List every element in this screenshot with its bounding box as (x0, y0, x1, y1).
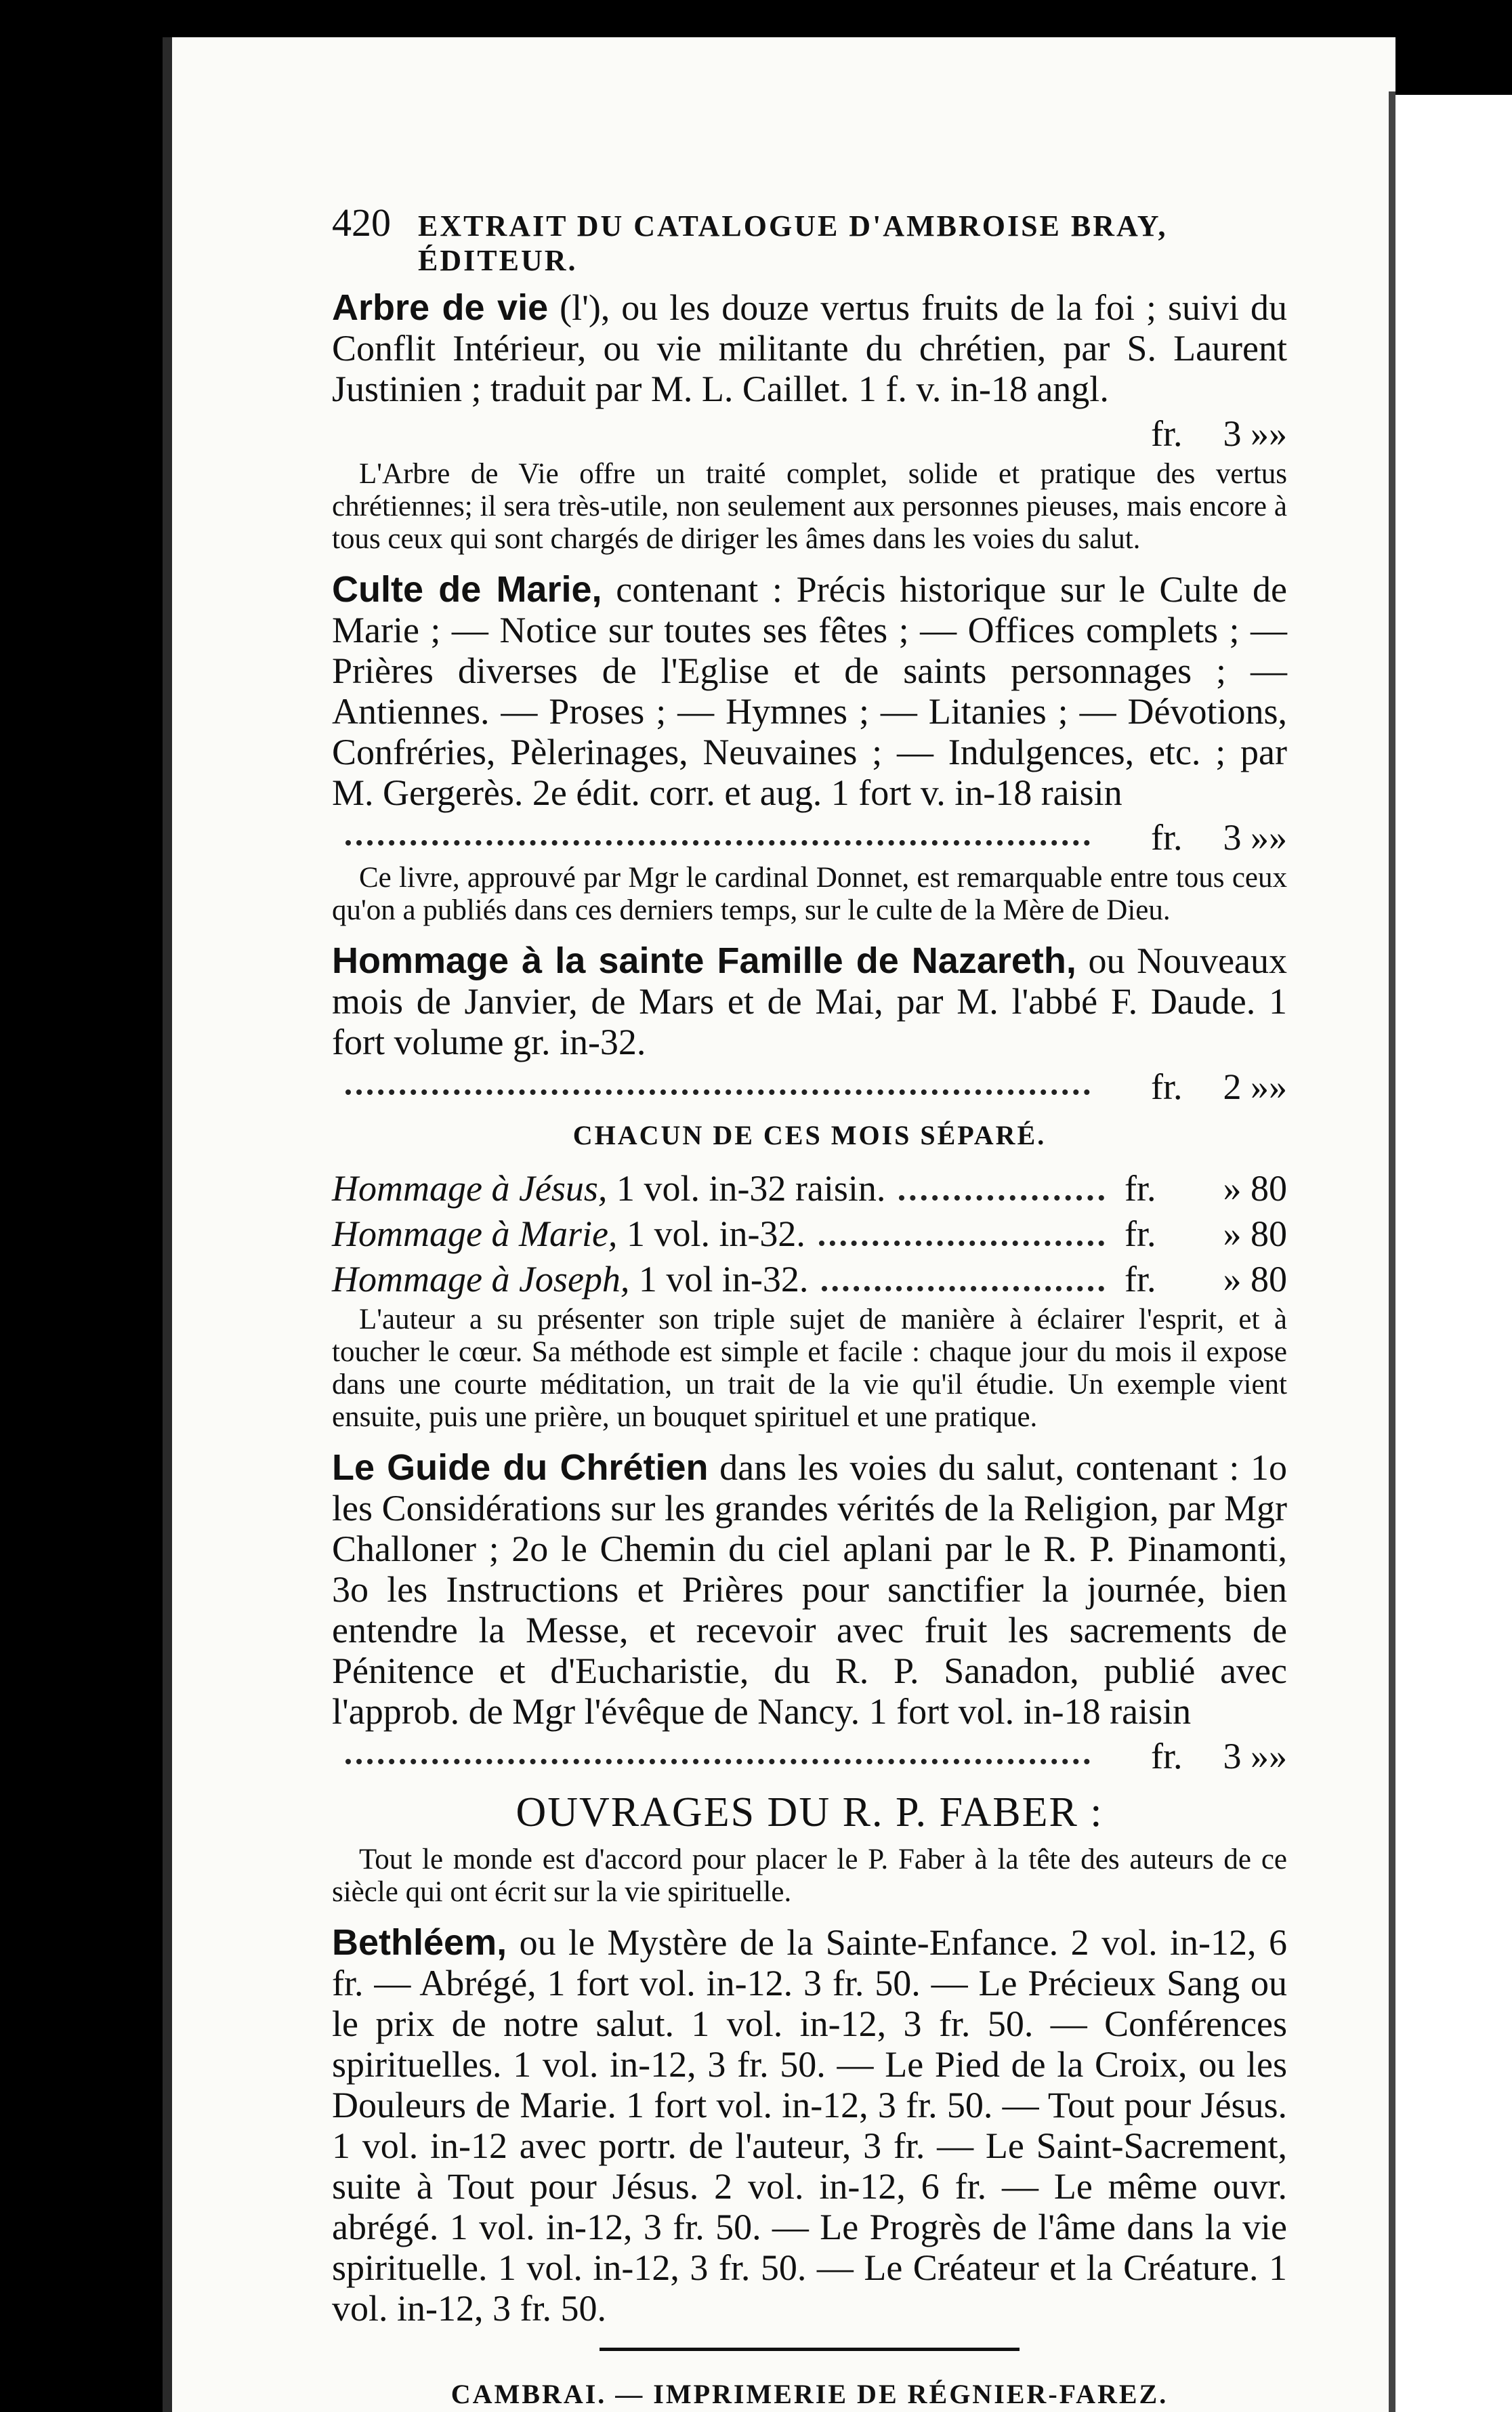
item-title: Hommage à Marie, (332, 1213, 618, 1254)
list-item (332, 1213, 1287, 1258)
separate-description: L'auteur a su présenter son triple sujet de manière à éclairer l'esprit, et à toucher le cœur. Sa méthode est simple et facile : chaque jour du mois il expose dans une courte méditation, un trait de la vie qu'il étudie. Un exemple vient ensuite, puis une prière, un bouquet spirituel et une pratique. (332, 1304, 1287, 1433)
adjacent-page-margin (1395, 95, 1512, 2412)
catalogue-entry (332, 940, 1287, 1062)
entry-price (332, 1066, 1287, 1107)
leader-dots (345, 1736, 1090, 1764)
entry-title: Arbre de vie (332, 287, 549, 328)
entry-title: Hommage à la sainte Famille de Nazareth, (332, 940, 1076, 981)
item-detail: 1 vol. in-32 raisin. (616, 1168, 886, 1209)
price-label: fr. (1125, 1259, 1156, 1299)
entry-description: L'Arbre de Vie offre un traité complet, solide et pratique des vertus chrétiennes; il sera très-utile, non seulement aux personnes pieuses, mais encore à tous ceux qui sont chargés de diriger les âmes dans les voies du salut. (332, 458, 1287, 555)
entry-text: (l'), ou les douze vertus fruits de la foi ; suivi du Conflit Intérieur, ou vie militante du chrétien, par S. Laurent Justinien ; traduit par M. L. Caillet. 1 f. v. in-18 angl. (332, 287, 1288, 409)
price-value: 3 »» (1223, 413, 1287, 454)
leader-dots (822, 1286, 1104, 1291)
entry-text: dans les voies du salut, contenant : 1o les Considérations sur les grandes vérités de la Religion, par Mgr Challoner ; 2o le Chemin du ciel aplani par le R. P. Pinamonti, 3o les Instructions et Prières pour sanctifier la journée, bien entendre la Messe, et recevoir avec fruit les sacrements de Pénitence et d'Eucharistie, du R. P. Sanadon, publié avec l'approb. de Mgr l'évêque de Nancy. 1 fort vol. in-18 raisin (332, 1447, 1288, 1732)
leader-dots (345, 817, 1090, 846)
entry-price (332, 817, 1287, 858)
entry-price (332, 1736, 1287, 1776)
item-title: Hommage à Jésus, (332, 1168, 608, 1209)
entry-text: ou Nouveaux mois de Janvier, de Mars et de Mai, par M. l'abbé F. Daude. 1 fort volume gr. in-32. (332, 940, 1288, 1062)
entry-price (332, 413, 1287, 454)
price-label: fr. (1151, 413, 1183, 454)
price-label: fr. (1125, 1213, 1156, 1254)
leader-dots (899, 1195, 1104, 1201)
catalogue-entry (332, 1922, 1287, 2329)
leader-dots (819, 1241, 1104, 1246)
price-value: 3 »» (1223, 1736, 1287, 1776)
leader-dots (345, 1066, 1090, 1095)
entry-description: Ce livre, approuvé par Mgr le cardinal Donnet, est remarquable entre tous ceux qu'on a publiés dans ces derniers temps, sur le culte de la Mère de Dieu. (332, 862, 1287, 926)
section-description: Tout le monde est d'accord pour placer le P. Faber à la tête des auteurs de ce siècle qui ont écrit sur la vie spirituelle. (332, 1844, 1287, 1908)
printer-footer: CAMBRAI. — IMPRIMERIE DE RÉGNIER-FAREZ. (450, 2379, 1169, 2409)
catalogue-page (163, 37, 1395, 2412)
price-label: fr. (1151, 817, 1183, 858)
price-label: fr. (1151, 1066, 1183, 1107)
list-item (332, 1258, 1287, 1304)
catalogue-entry (332, 287, 1287, 409)
price-value: 2 »» (1223, 1066, 1287, 1107)
entry-text: ou le Mystère de la Sainte-Enfance. 2 vol. in-12, 6 fr. — Abrégé, 1 fort vol. in-12. 3 fr. 50. — Le Précieux Sang ou le prix de notre salut. 1 vol. in-12, 3 fr. 50. — Conférences spirituelles. 1 vol. in-12, 3 fr. 50. — Le Pied de la Croix, ou les Douleurs de Marie. 1 fort vol. in-12, 3 fr. 50. — Tout pour Jésus. 1 vol. in-12 avec portr. de l'auteur, 3 fr. — Le Saint-Sacrement, suite à Tout pour Jésus. 2 vol. in-12, 6 fr. — Le même ouvr. abrégé. 1 vol. in-12, 3 fr. 50. — Le Progrès de l'âme dans la vie spirituelle. 1 vol. in-12, 3 fr. 50. — Le Créateur et la Créature. 1 vol. in-12, 3 fr. 50. (332, 1922, 1287, 2329)
page-edge (1389, 91, 1395, 2412)
price-value: » 80 (1223, 1168, 1287, 1209)
price-value: » 80 (1223, 1213, 1287, 1254)
page-number: 420 (332, 201, 391, 245)
item-detail: 1 vol. in-32. (626, 1213, 805, 1254)
section-title: OUVRAGES DU R. P. FABER : (516, 1789, 1104, 1835)
catalogue-entry (332, 569, 1287, 813)
entry-text: contenant : Précis historique sur le Culte de Marie ; — Notice sur toutes ses fêtes ; — Offices complets ; — Prières diverses de l'Eglise et de saints personnages ; — Antiennes. — Proses ; — Hymnes ; — Litanies ; — Dévotions, Confréries, Pèlerinages, Neuvaines ; — Indulgences, etc. ; par M. Gergerès. 2e édit. corr. et aug. 1 fort v. in-18 raisin (332, 569, 1288, 813)
entry-title: Bethléem, (332, 1922, 507, 1963)
list-item (332, 1167, 1287, 1213)
divider (600, 2348, 1020, 2351)
catalogue-entry (332, 1447, 1287, 1732)
price-label: fr. (1151, 1736, 1183, 1776)
running-header (332, 200, 1287, 278)
price-value: 3 »» (1223, 817, 1287, 858)
price-label: fr. (1125, 1168, 1156, 1209)
entry-title: Culte de Marie, (332, 569, 602, 610)
item-detail: 1 vol in-32. (638, 1259, 809, 1299)
price-value: » 80 (1223, 1259, 1287, 1299)
header-title: EXTRAIT DU CATALOGUE D'AMBROISE BRAY, ÉDITEUR. (418, 209, 1168, 277)
separate-caption: CHACUN DE CES MOIS SÉPARÉ. (572, 1120, 1047, 1150)
entry-title: Le Guide du Chrétien (332, 1447, 709, 1488)
item-title: Hommage à Joseph, (332, 1259, 630, 1299)
